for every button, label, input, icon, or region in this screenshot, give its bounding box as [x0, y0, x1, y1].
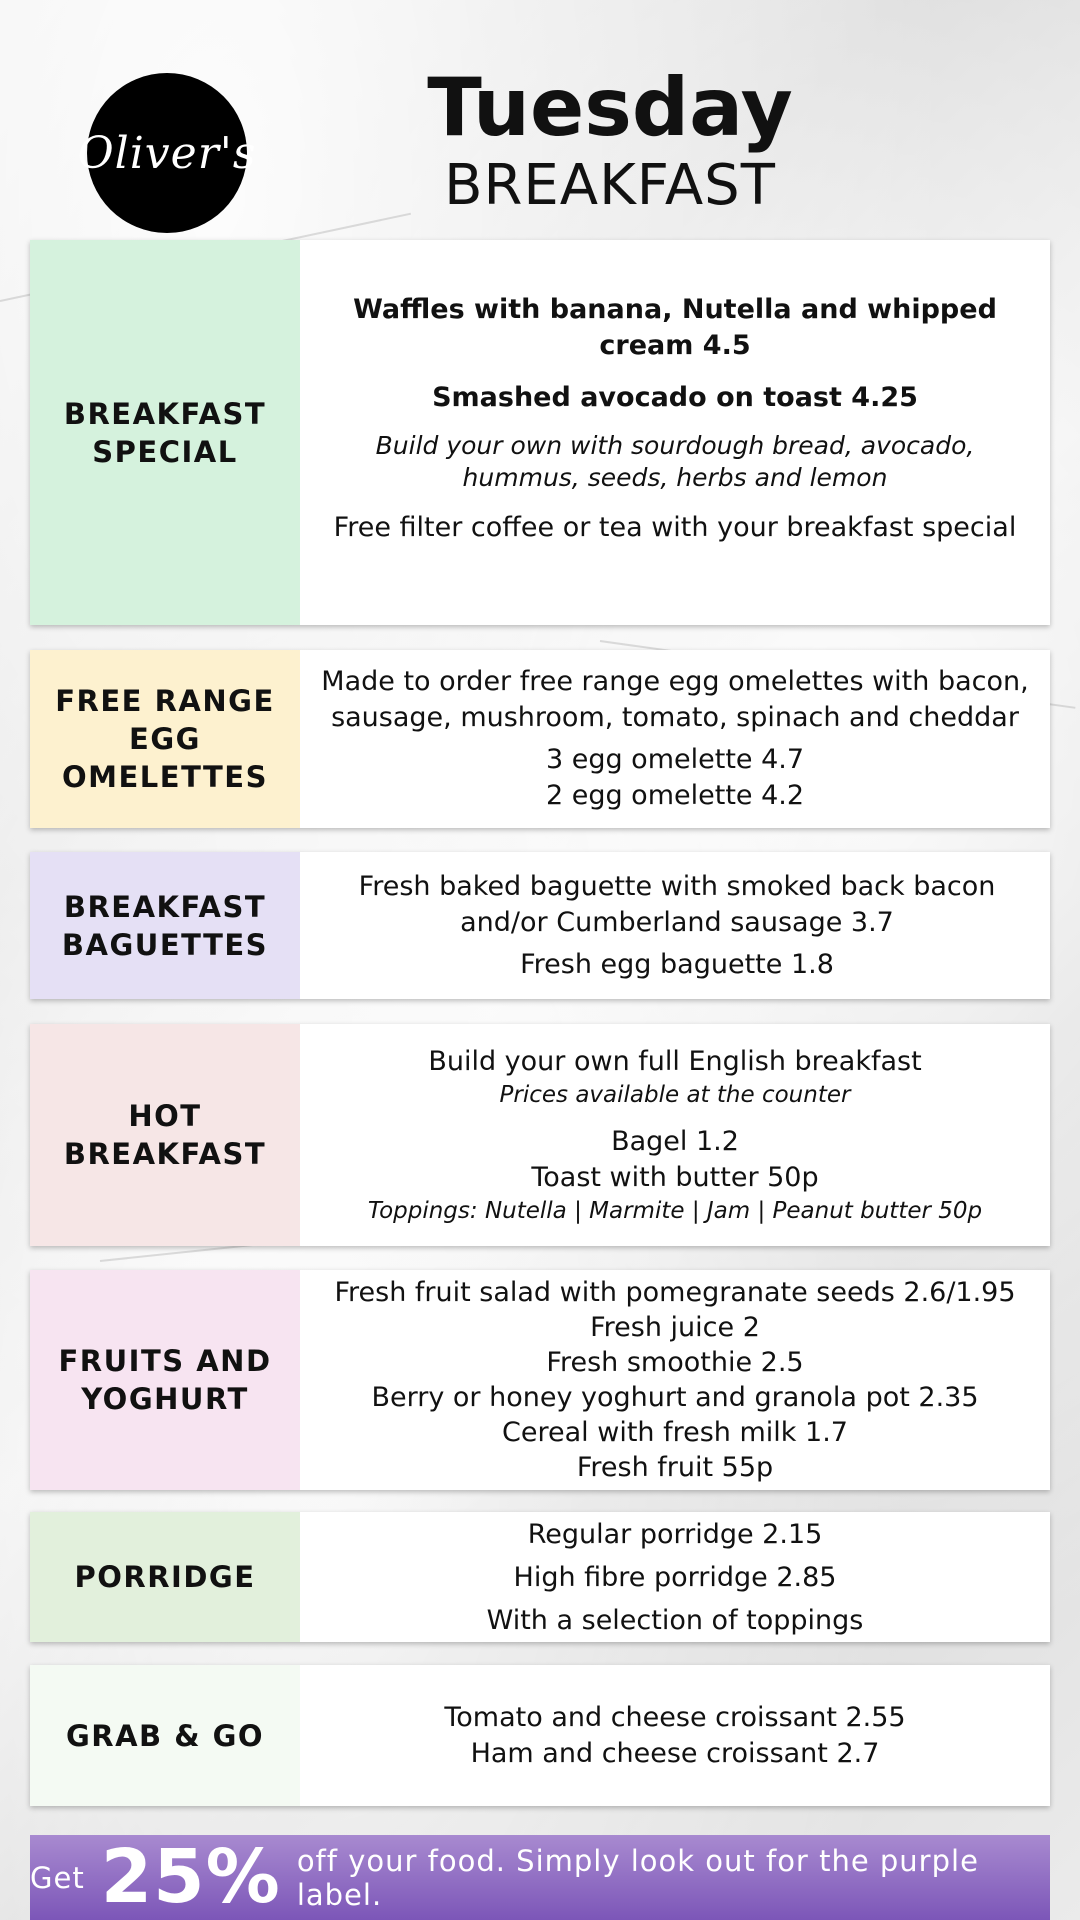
menu-item: Cereal with fresh milk 1.7: [502, 1417, 848, 1448]
section-label: [30, 1024, 300, 1246]
section-label: [30, 1665, 300, 1806]
menu-item: Toast with butter 50p: [531, 1162, 819, 1193]
menu-item: Ham and cheese croissant 2.7: [470, 1737, 880, 1769]
label-line: YOGHURT: [81, 1382, 249, 1416]
menu-item: Fresh fruit salad with pomegranate seeds 2.6/1.95: [334, 1277, 1016, 1308]
menu-note: Prices available at the counter: [499, 1082, 851, 1108]
menu-item: With a selection of toppings: [486, 1604, 864, 1636]
section-fruits-yoghurt: [30, 1270, 1050, 1490]
label-line: PORRIDGE: [74, 1560, 256, 1594]
section-porridge: [30, 1512, 1050, 1642]
label-line: SPECIAL: [92, 434, 238, 469]
menu-item: Free filter coffee or tea with your breakfast special: [333, 512, 1017, 543]
section-breakfast-special: [30, 240, 1050, 625]
label-line: GRAB & GO: [65, 1718, 265, 1753]
label-line: HOT: [128, 1099, 202, 1133]
section-content: [300, 240, 1050, 625]
menu-item: Berry or honey yoghurt and granola pot 2.35: [371, 1382, 979, 1413]
section-hot-breakfast: [30, 1024, 1050, 1246]
label-line: FRUITS AND: [58, 1344, 272, 1378]
promo-prefix: Get: [30, 1860, 85, 1895]
section-label: [30, 852, 300, 999]
menu-item: Build your own full English breakfast: [428, 1046, 922, 1077]
menu-item: Fresh smoothie 2.5: [546, 1347, 804, 1378]
section-baguettes: [30, 852, 1050, 999]
section-grab-and-go: [30, 1665, 1050, 1806]
section-content: [300, 1270, 1050, 1490]
section-content: [300, 852, 1054, 999]
section-label: [30, 240, 300, 625]
label-line: BREAKFAST: [63, 396, 267, 431]
promo-banner: [30, 1835, 1050, 1920]
section-content: [300, 1512, 1050, 1642]
menu-note: Toppings: Nutella | Marmite | Jam | Peanut butter 50p: [367, 1198, 983, 1224]
label-line: BAGUETTES: [61, 927, 269, 962]
day-heading: Tuesday: [427, 61, 793, 154]
brand-logo: [77, 73, 257, 233]
label-line: EGG: [129, 722, 201, 756]
page-title: [380, 62, 840, 218]
menu-item: Bagel 1.2: [611, 1126, 739, 1157]
promo-percent: 25%: [100, 1834, 281, 1920]
section-content: [300, 650, 1050, 828]
menu-item: Regular porridge 2.15: [527, 1518, 823, 1550]
promo-suffix: off your food. Simply look out for the purple label.: [296, 1843, 979, 1912]
menu-item: High fibre porridge 2.85: [513, 1561, 837, 1593]
menu-item-description: Made to order free range egg omelettes with bacon, sausage, mushroom, tomato, spinach and cheddar: [321, 666, 1029, 733]
menu-item-description: Build your own with sourdough bread, avocado, hummus, seeds, herbs and lemon: [375, 431, 975, 492]
meal-heading: BREAKFAST: [444, 153, 776, 218]
section-omelettes: [30, 650, 1050, 828]
label-line: OMELETTES: [61, 760, 269, 794]
menu-item: Tomato and cheese croissant 2.55: [444, 1701, 906, 1733]
section-label: [30, 650, 300, 828]
menu-item: Fresh fruit 55p: [576, 1452, 774, 1483]
menu-item: Fresh juice 2: [590, 1312, 760, 1343]
section-content: [300, 1024, 1050, 1246]
section-label: [30, 1512, 300, 1642]
label-line: FREE RANGE: [55, 684, 275, 718]
menu-item: Fresh egg baguette 1.8: [520, 948, 834, 980]
section-content: [300, 1665, 1050, 1806]
menu-item: Fresh baked baguette with smoked back bacon and/or Cumberland sausage 3.7: [358, 870, 996, 938]
label-line: BREAKFAST: [63, 889, 267, 924]
menu-item: 3 egg omelette 4.7: [545, 744, 805, 775]
section-label: [30, 1270, 300, 1490]
menu-item: Smashed avocado on toast 4.25: [432, 382, 918, 413]
menu-item: 2 egg omelette 4.2: [545, 780, 805, 811]
menu-item: Waffles with banana, Nutella and whipped cream 4.5: [353, 294, 997, 361]
label-line: BREAKFAST: [63, 1137, 267, 1171]
logo-text: Oliver's: [77, 127, 257, 179]
